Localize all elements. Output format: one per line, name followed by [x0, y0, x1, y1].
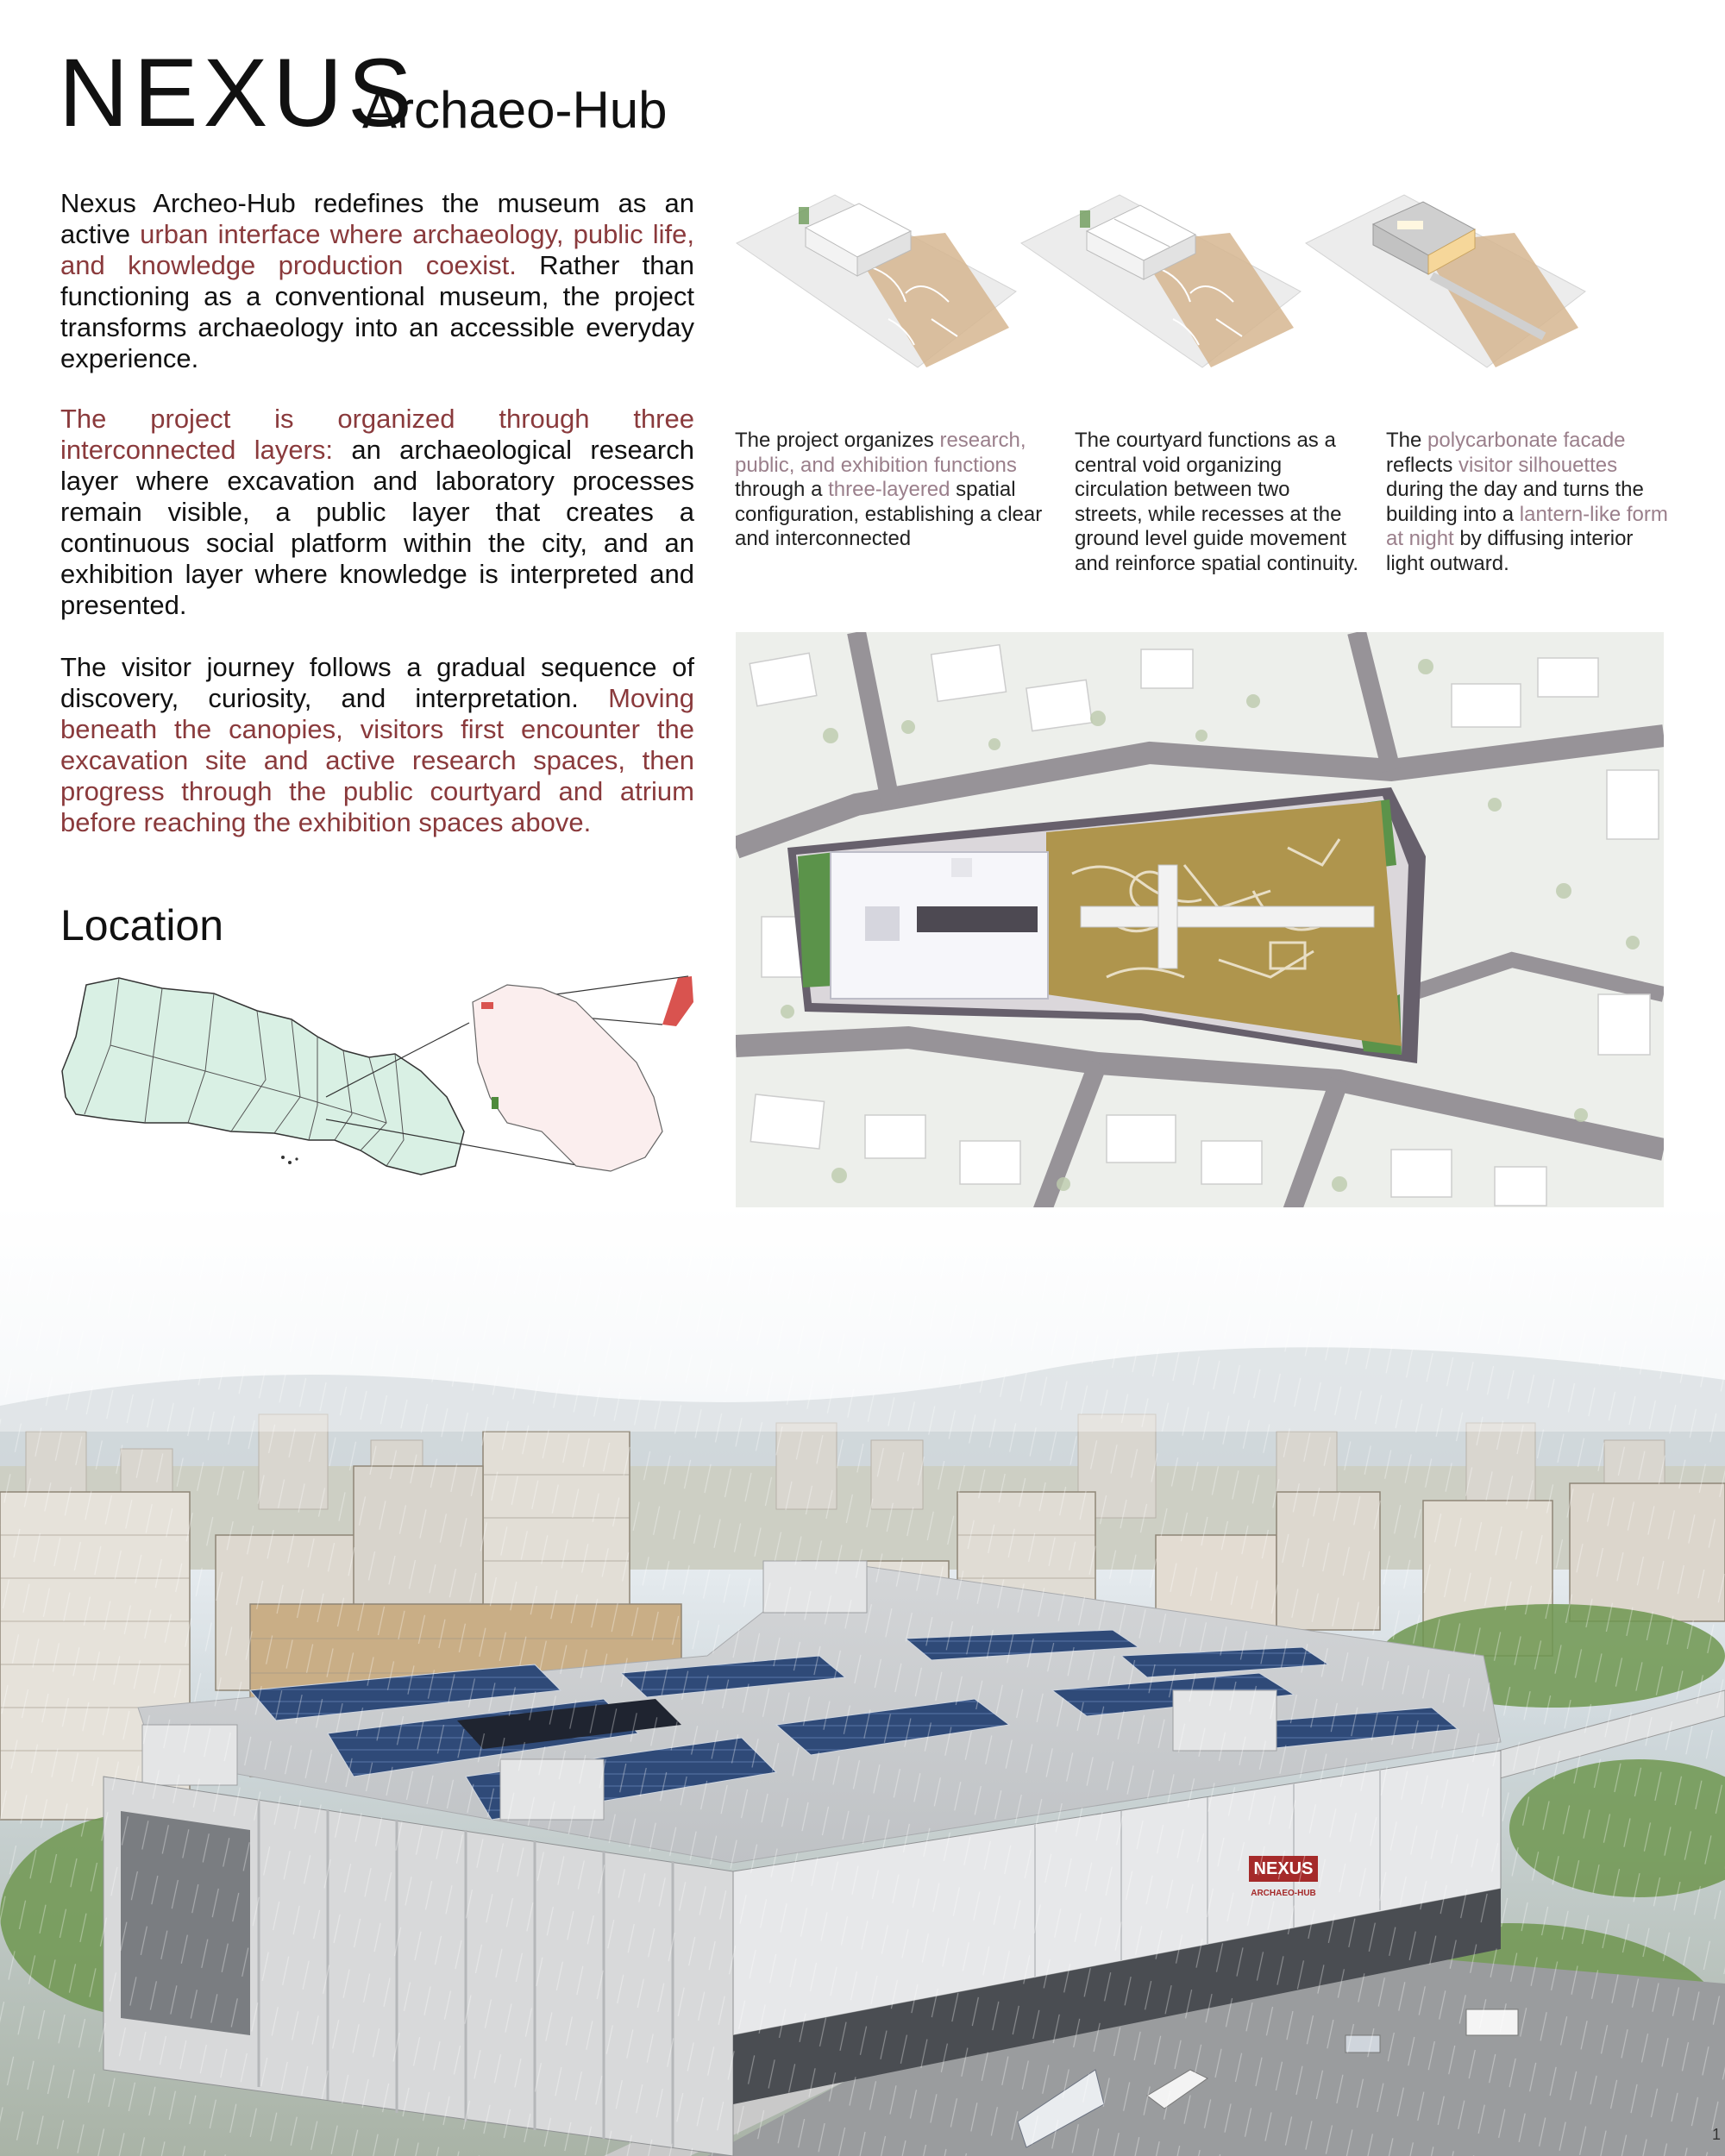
page-subtitle: Archaeo-Hub: [362, 81, 668, 139]
cap1-text-c: spatial configuration, establishing a clear and interconnected: [735, 478, 1043, 550]
page-number: 1: [1712, 2126, 1722, 2143]
cap3-text-a: The: [1386, 429, 1428, 452]
axonometric-diagrams: [733, 190, 1673, 423]
diagram-3: [1306, 195, 1585, 367]
diagram-caption-1: [735, 429, 1054, 552]
diagram-2: [1021, 195, 1301, 367]
intro-p3-highlight: Moving beneath the canopies, visitors first encounter the excavation site and active research spaces, then progress through the public courtyard and atrium before reaching the exhibition spaces above.: [60, 683, 694, 837]
cap3-text-d: by diffusing interior light outward.: [1386, 527, 1634, 575]
diagram-caption-2: The courtyard functions as a central void organizing circulation between two streets, while recesses at the ground level guide movement and reinforce spatial continuity.: [1075, 429, 1359, 575]
intro-p2-highlight: The project is organized through three interconnected layers:: [60, 404, 694, 465]
intro-p3-text: The visitor journey follows a gradual sequence of discovery, curiosity, and interpretation.: [60, 652, 694, 713]
intro-p1-text-a: Nexus Archeo-Hub redefines the museum as an active: [60, 188, 694, 249]
cap1-text-b: through a: [735, 478, 829, 501]
site-marker: [481, 1002, 493, 1009]
diagram-caption-3: [1386, 429, 1671, 576]
kadikoy-outline: [473, 985, 662, 1171]
site-zoom-wedge: [662, 976, 693, 1026]
cap1-text-a: The project organizes: [735, 429, 940, 452]
cap3-highlight-2: visitor silhouettes: [1458, 453, 1618, 477]
cap3-highlight-3: lantern-like form at night: [1386, 502, 1668, 550]
cap3-text-c: during the day and turns the building into a: [1386, 478, 1644, 526]
location-map: [59, 968, 704, 1183]
intro-p1-highlight: urban interface where archaeology, public life, and knowledge production coexist.: [60, 219, 694, 280]
intro-paragraph-3: [60, 652, 694, 838]
cap1-highlight-1: research, public, and exhibition functions: [735, 429, 1026, 477]
cap1-highlight-2: three-layered: [828, 478, 950, 501]
intro-p1-text-b: Rather than functioning as a conventional museum, the project transforms archaeology into an accessible everyday experience.: [60, 250, 694, 373]
aerial-render: [0, 1207, 1725, 2156]
location-heading: Location: [60, 901, 224, 950]
istanbul-outline: [62, 978, 464, 1175]
intro-p2-text: an archaeological research layer where excavation and laboratory processes remain visible, a public layer that creates a continuous social platform within the city, and an exhibition layer where knowledge is interpreted and presented.: [60, 435, 694, 620]
page-title: NEXUS: [59, 39, 417, 147]
site-plan-image: [736, 632, 1664, 1223]
diagram-1: [737, 195, 1016, 367]
cap3-text-b: reflects: [1386, 453, 1459, 477]
cap3-highlight-1: polycarbonate facade: [1427, 429, 1626, 452]
intro-paragraph-1: [60, 188, 694, 374]
intro-paragraph-2: [60, 404, 694, 621]
